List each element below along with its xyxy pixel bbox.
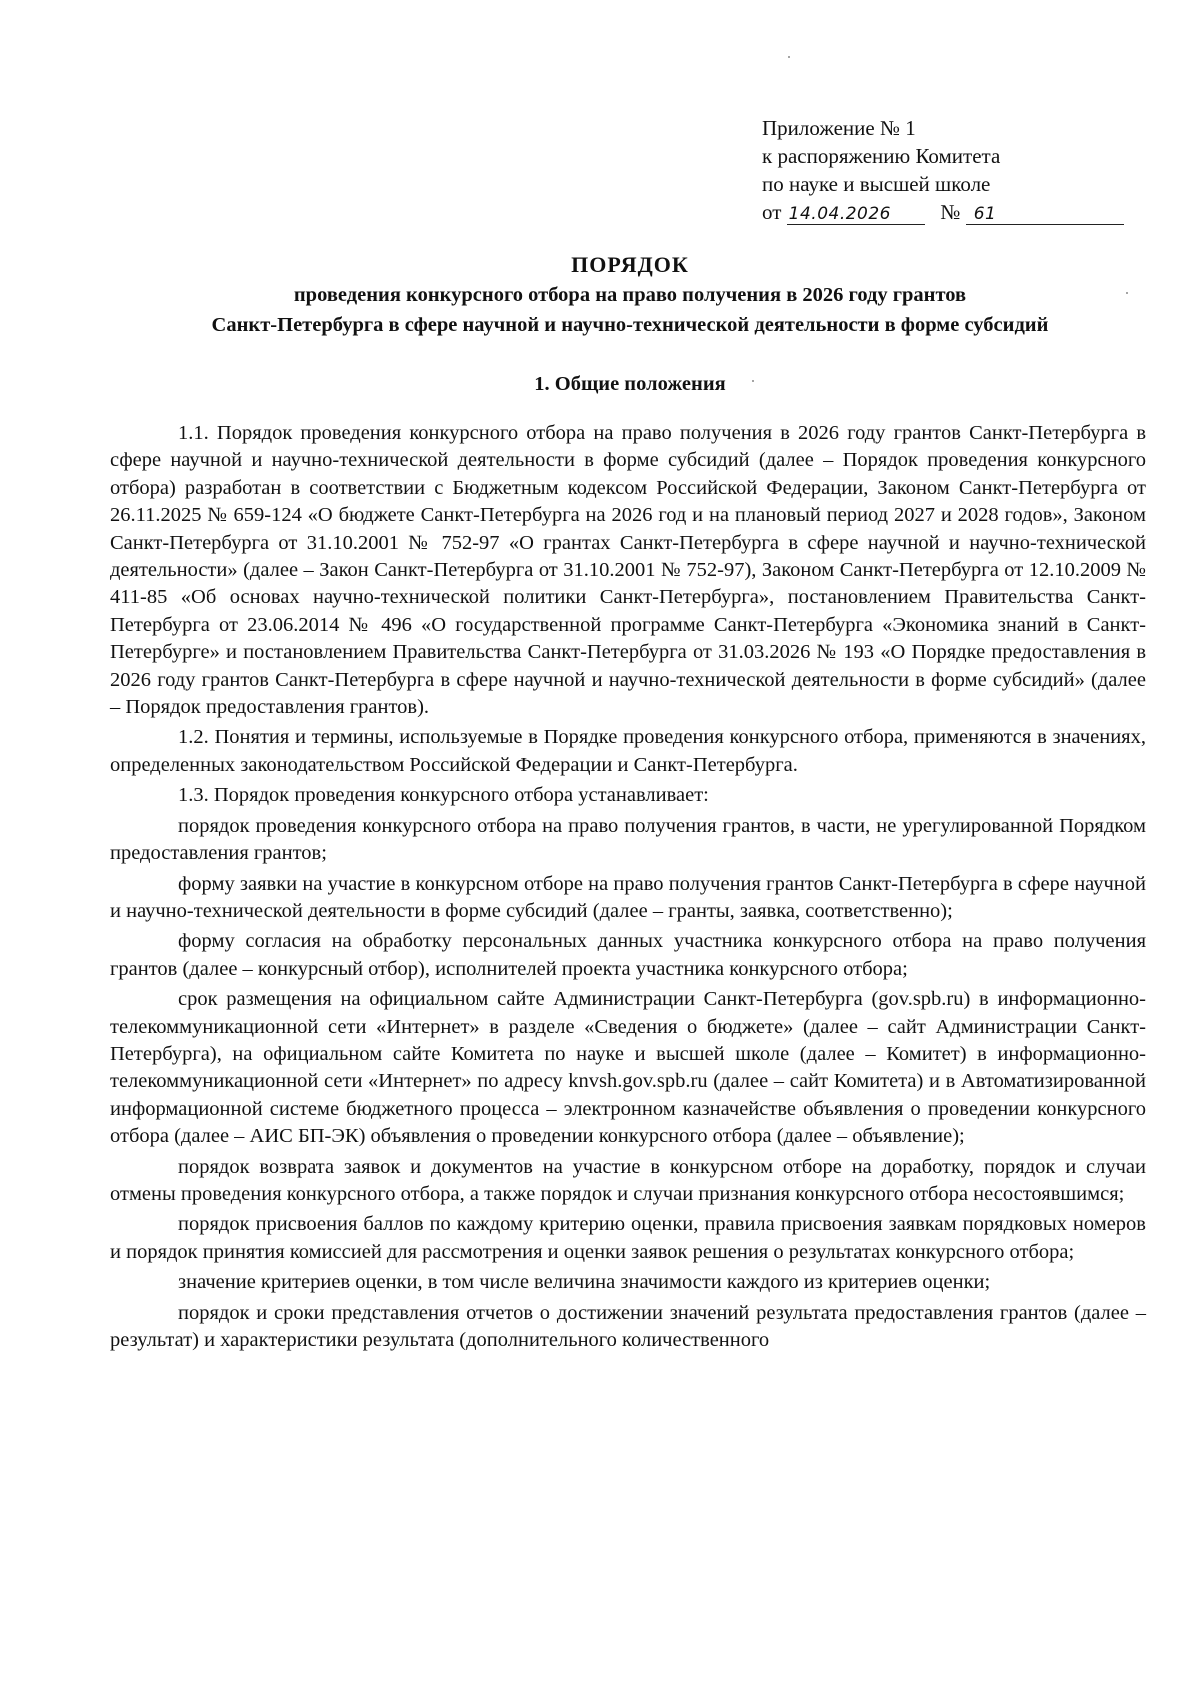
date-field: [787, 202, 925, 225]
scan-speck: [788, 56, 790, 58]
section-heading: 1. Общие положения: [534, 373, 726, 395]
number-label: №: [940, 200, 961, 224]
document-subtitle-line-2: Санкт-Петербурга в сфере научной и научно-технической деятельности в форме субсидий: [211, 314, 1049, 336]
list-item: порядок и сроки представления отчетов о достижении значений результата предоставления грантов (далее – результат) и характеристики результата (дополнительного количественного: [110, 1301, 1146, 1351]
appendix-line-3: по науке и высшей школе: [762, 172, 991, 196]
list-item: порядок проведения конкурсного отбора на право получения грантов, в части, не урегулированной Порядком предоставления грантов;: [110, 814, 1146, 865]
date-prefix: от: [762, 200, 782, 224]
document-title: ПОРЯДОК: [571, 252, 689, 277]
list-item: значение критериев оценки, в том числе величина значимости каждого из критериев оценки;: [178, 1271, 991, 1294]
paragraph-1-3: 1.3. Порядок проведения конкурсного отбора устанавливает:: [178, 784, 709, 807]
document-body: [110, 420, 1146, 1357]
paragraph-1-1: 1.1. Порядок проведения конкурсного отбора на право получения в 2026 году грантов Санкт-Петербурга в сфере научной и научно-технической деятельности в форме субсидий (далее – Порядок проведения конкурсного отбора) разработан в соответствии с Бюджетным кодексом Российской Федерации, Законом Санкт-Петербурга от 26.11.2025 № 659-124 «О бюджете Санкт-Петербурга на 2026 год и на плановый период 2027 и 2028 годов», Законом Санкт-Петербурга от 31.10.2001 № 752-97 «О грантах Санкт-Петербурга в сфере научной и научно-технической деятельности» (далее – Закон Санкт-Петербурга от 31.10.2001 № 752-97), Законом Санкт-Петербурга от 12.10.2009 № 411-85 «Об основах научно-технической политики Санкт-Петербурга», постановлением Правительства Санкт-Петербурга от 23.06.2014 № 496 «О государственной программе Санкт-Петербурга «Экономика знаний в Санкт-Петербурге» и постановлением Правительства Санкт-Петербурга от 31.03.2026 № 193 «О Порядке предоставления в 2026 году грантов Санкт-Петербурга в сфере научной и научно-технической деятельности в форме субсидий» (далее – Порядок предоставления грантов).: [110, 422, 1146, 719]
document-subtitle-line-1: проведения конкурсного отбора на право получения в 2026 году грантов: [293, 284, 967, 306]
handwritten-number: 61: [973, 204, 997, 224]
appendix-header: [762, 114, 1124, 226]
list-item: форму заявки на участие в конкурсном отборе на право получения грантов Санкт-Петербурга в сфере научной и научно-технической деятельности в форме субсидий (далее – гранты, заявка, соответственно);: [110, 872, 1146, 922]
scan-speck: [752, 380, 754, 382]
appendix-line-1: Приложение № 1: [762, 116, 916, 140]
list-item: порядок присвоения баллов по каждому критерию оценки, правила присвоения заявкам порядковых номеров и порядок принятия комиссией для рассмотрения и оценки заявок решения о результатах конкурсного отбора;: [110, 1213, 1146, 1263]
handwritten-date: 14.04.2026: [788, 204, 891, 224]
list-item: срок размещения на официальном сайте Администрации Санкт-Петербурга (gov.spb.ru) в информационно-телекоммуникационной сети «Интернет» в разделе «Сведения о бюджете» (далее – сайт Администрации Санкт-Петербурга), на официальном сайте Комитета по науке и высшей школе (далее – Комитет) в информационно-телекоммуникационной сети «Интернет» по адресу knvsh.gov.spb.ru (далее – сайт Комитета) и в Автоматизированной информационной системе бюджетного процесса – электронном казначействе объявления о проведении конкурсного отбора (далее – АИС БП-ЭК) объявления о проведении конкурсного отбора (далее – объявление);: [110, 988, 1146, 1148]
number-field: [966, 202, 1124, 225]
appendix-date-line: [762, 198, 1124, 226]
document-title-block: [110, 250, 1150, 340]
list-item: порядок возврата заявок и документов на участие в конкурсном отборе на доработку, порядок и случаи отмены проведения конкурсного отбора, а также порядок и случаи признания конкурсного отбора несостоявшимся;: [110, 1155, 1146, 1205]
appendix-line-2: к распоряжению Комитета: [762, 144, 1001, 168]
paragraph-1-2: 1.2. Понятия и термины, используемые в Порядке проведения конкурсного отбора, применяются в значениях, определенных законодательством Российской Федерации и Санкт-Петербурга.: [110, 726, 1146, 776]
scan-speck: [1126, 292, 1128, 294]
list-item: форму согласия на обработку персональных данных участника конкурсного отбора на право получения грантов (далее – конкурсный отбор), исполнителей проекта участника конкурсного отбора;: [110, 930, 1146, 980]
